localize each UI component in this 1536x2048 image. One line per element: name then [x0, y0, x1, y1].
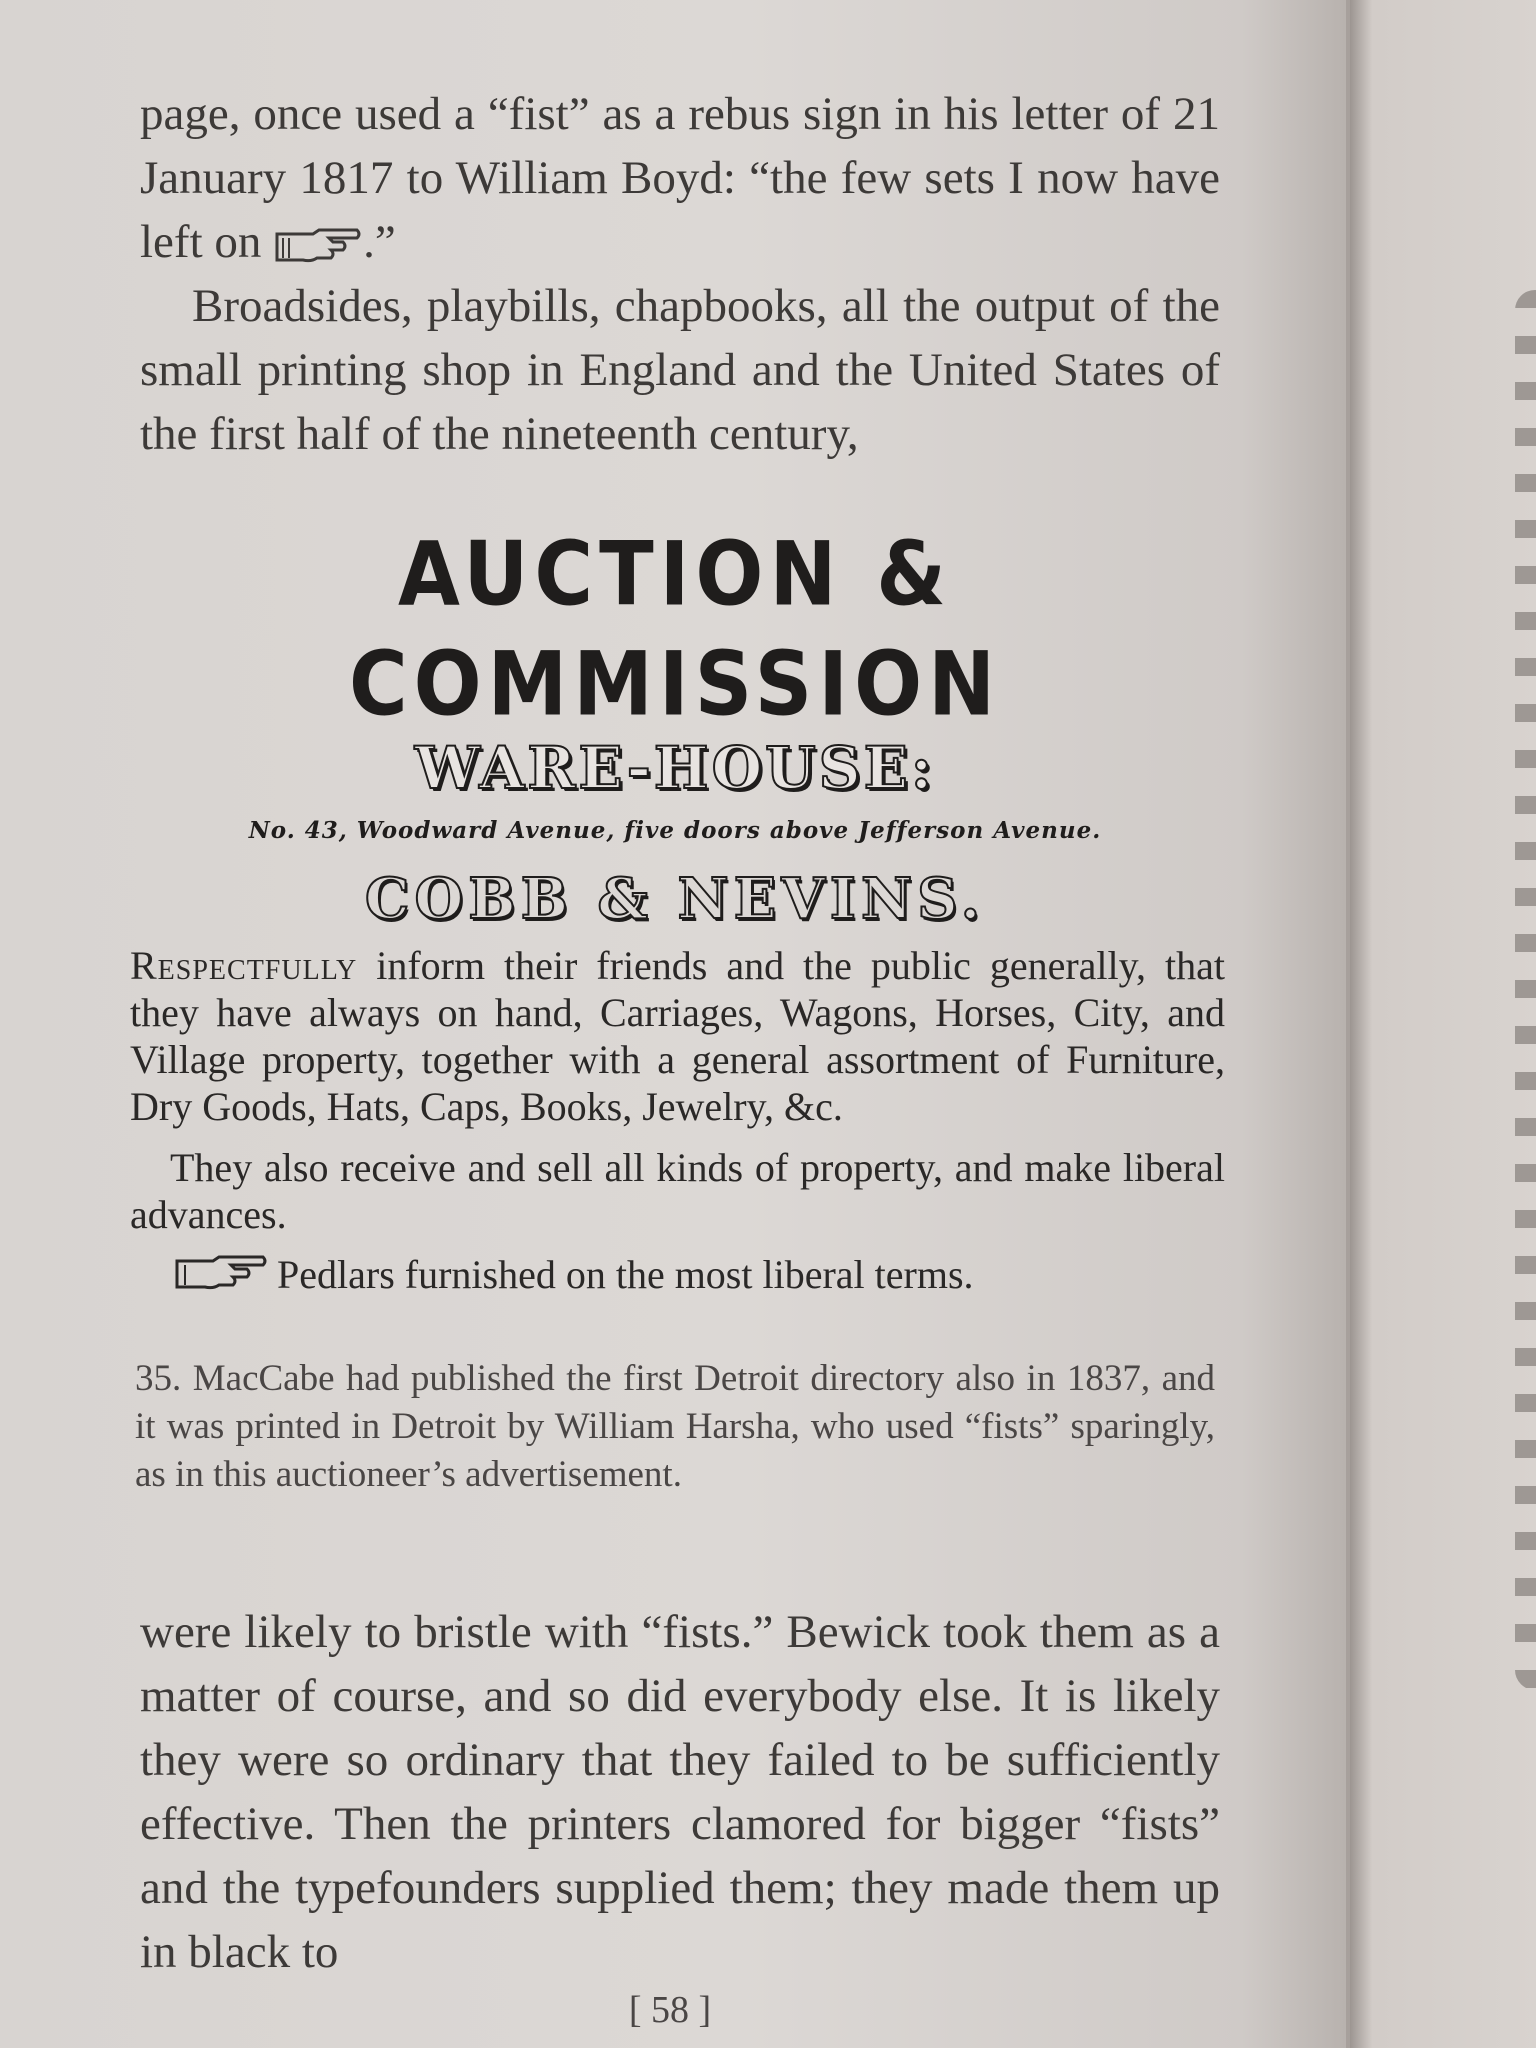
ad-pedlars-line — [173, 1250, 1225, 1300]
fist-icon — [273, 226, 363, 266]
facing-page-edge — [1350, 0, 1536, 2048]
ad-pedlars-text: Pedlars furnished on the most liberal terms. — [277, 1252, 974, 1297]
facing-page-ornament — [1515, 290, 1536, 1690]
advertisement-reproduction — [125, 523, 1225, 1300]
ad-names: COBB & NEVINS. — [364, 866, 986, 932]
ad-body — [130, 942, 1225, 1130]
top-paragraph-1-end: .” — [363, 216, 396, 268]
top-paragraph-1 — [140, 82, 1220, 274]
bottom-paragraph: were likely to bristle with “fists.” Bewick took them as a matter of course, and so did everybody else. It is likely they were so ordinary that they failed to be sufficiently effective. Then the printers clamored for bigger “fists” and the typefounders supplied them; they made them up in black to — [140, 1606, 1220, 1978]
figure-caption: 35. MacCabe had published the first Detroit directory also in 1837, and it was printed in Detroit by William Harsha, who used “fists” sparingly, as in this auctioneer’s advertisement. — [135, 1358, 1215, 1495]
top-paragraph-2: Broadsides, playbills, chapbooks, all the output of the small printing shop in England and the United States of the first half of the nineteenth century, — [140, 280, 1220, 460]
ad-body-2: They also receive and sell all kinds of property, and make liberal advances. — [130, 1145, 1225, 1237]
page-number: [ 58 ] — [628, 1989, 712, 2031]
ad-title: AUCTION & COMMISSION — [348, 523, 1002, 736]
ad-address: No. 43, Woodward Avenue, five doors above Jefferson Avenue. — [248, 817, 1102, 844]
ad-body-lead: Respectfully — [130, 943, 358, 988]
fist-icon — [173, 1255, 269, 1295]
top-text-block — [140, 82, 1220, 466]
ad-subtitle: WARE-HOUSE: — [414, 734, 936, 802]
top-paragraph-1-text: page, once used a “fist” as a rebus sign in his letter of 21 January 1817 to William Boyd: “the few sets I now have left on — [140, 88, 1220, 268]
ad-body-rest: inform their friends and the public generally, that they have always on hand, Carriages, Wagons, Horses, City, and Village property, together with a general assortment of Furniture, Dry Goods, Hats, Caps, Books, Jewelry, &c. — [130, 943, 1225, 1129]
bottom-text-block — [140, 1600, 1220, 1984]
